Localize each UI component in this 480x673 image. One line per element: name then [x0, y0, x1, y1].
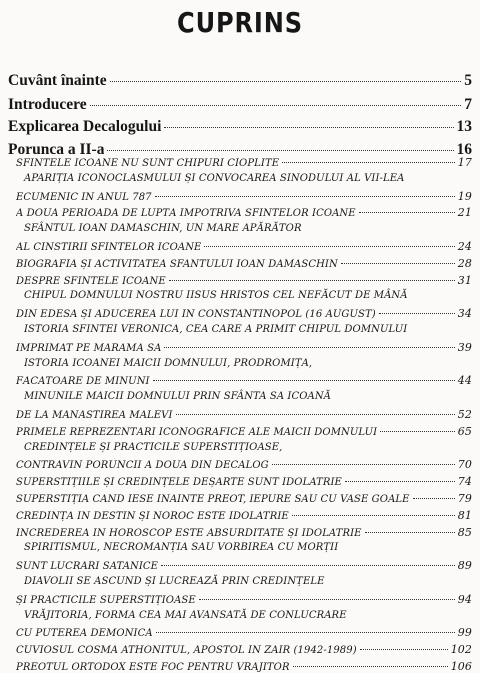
- toc-page-number: 13: [456, 118, 472, 135]
- dot-leader: [199, 599, 455, 600]
- toc-entry-label: CREDINȚA ÎN DESTIN ȘI NOROC ESTE IDOLATRIE: [16, 510, 289, 522]
- toc-entry-label: CONTRAVIN PORUNCII A DOUA DIN DECALOG: [16, 460, 269, 472]
- toc-page-number: 85: [457, 525, 472, 539]
- toc-page-number: 31: [457, 273, 472, 287]
- dot-leader: [365, 532, 455, 533]
- toc-page-number: 16: [456, 141, 472, 158]
- toc-sub-entry: [16, 374, 472, 387]
- dot-leader: [110, 81, 462, 82]
- dot-leader: [293, 666, 448, 667]
- dot-leader: [413, 498, 455, 499]
- toc-page-number: 7: [464, 96, 472, 113]
- toc-page-number: 94: [457, 592, 472, 606]
- dot-leader: [379, 313, 455, 314]
- dot-leader: [292, 515, 455, 516]
- toc-entry-label: PRIMELE REPREZENTĂRI ICONOGRAFICE ALE MAICII DOMNULUI: [16, 426, 378, 438]
- toc-main-entry: [8, 96, 472, 114]
- toc-sub-entry: [16, 425, 472, 438]
- toc-entry-label: DE LA MĂNĂSTIREA MALEVI: [16, 410, 173, 421]
- toc-page-number: 28: [457, 256, 472, 270]
- toc-page-number: 34: [457, 307, 472, 321]
- dot-leader: [107, 150, 453, 151]
- toc-page-number: 70: [457, 458, 472, 472]
- dot-leader: [360, 649, 448, 650]
- toc-entry-label: PREOTUL ORTODOX ESTE FOC PENTRU VRĂJITOR: [16, 662, 290, 673]
- toc-sub-entry: [16, 626, 472, 639]
- toc-page-number: 74: [457, 475, 472, 489]
- dot-leader: [345, 481, 455, 482]
- toc-main-entry: [8, 118, 472, 136]
- toc-entry-label: ECUMENIC ÎN ANUL 787: [16, 191, 152, 203]
- toc-entry-label: Porunca a II-a: [8, 141, 105, 158]
- toc-entry-label: Introducere: [8, 96, 87, 113]
- toc-sub-entry: [16, 408, 472, 421]
- toc-page-number: 44: [457, 374, 472, 388]
- toc-main-entry: [8, 72, 472, 90]
- toc-sub-entry: [16, 492, 472, 505]
- dot-leader: [380, 431, 455, 432]
- dot-leader: [282, 162, 455, 163]
- dot-leader: [164, 127, 453, 128]
- toc-page-number: 19: [457, 189, 472, 203]
- toc-sub-entry-line: CHIPUL DOMNULUI NOSTRU IISUS HRISTOS CEL NEFĂCUT DE MÂNĂ: [24, 290, 408, 302]
- toc-entry-label: DIN EDESA ȘI ADUCEREA LUI ÎN CONSTANTINOPOL (16 AUGUST): [16, 309, 376, 321]
- toc-entry-label: A DOUA PERIOADĂ DE LUPTĂ ÎMPOTRIVA SFINTELOR ICOANE: [16, 208, 356, 220]
- toc-entry-label: BIOGRAFIA ȘI ACTIVITATEA SFÂNTULUI IOAN DAMASCHIN: [16, 258, 338, 270]
- toc-sub-entry: [16, 643, 472, 656]
- toc-page-number: 17: [457, 156, 472, 169]
- toc-sub-entry: [16, 593, 472, 606]
- toc-page-number: 24: [457, 240, 472, 253]
- toc-entry-label: Explicarea Decalogului: [8, 118, 162, 135]
- toc-entry-label: IMPRIMAT PE MARAMA SA: [16, 342, 162, 354]
- dot-leader: [156, 632, 455, 633]
- toc-sub-entry: [16, 240, 472, 253]
- dot-leader: [153, 380, 455, 381]
- page-title: CUPRINS: [177, 6, 303, 39]
- toc-page-number: 106: [450, 660, 472, 673]
- toc-sub-entry: [16, 307, 472, 320]
- toc-sub-entry-line: APARIȚIA ICONOCLASMULUI ȘI CONVOCAREA SINODULUI AL VII-LEA: [24, 172, 405, 184]
- dot-leader: [90, 105, 462, 106]
- toc-page-number: 39: [457, 340, 472, 354]
- toc-page-number: 81: [457, 508, 472, 522]
- toc-page-number: 52: [457, 408, 472, 421]
- toc-sub-entry: [16, 190, 472, 203]
- toc-entry-label: ÎNCREDEREA ÎN HOROSCOP ESTE ABSURDITATE ȘI IDOLATRIE: [16, 527, 362, 539]
- toc-sub-entry: [16, 660, 472, 673]
- toc-sub-entry-line: ISTORIA ICOANEI MAICII DOMNULUI, PRODROMIȚA,: [24, 357, 313, 369]
- toc-entry-label: DESPRE SFINTELE ICOANE: [16, 275, 166, 287]
- dot-leader: [161, 565, 455, 566]
- toc-sub-entry-line: MINUNILE MAICII DOMNULUI PRIN SFÂNTA SA ICOANĂ: [24, 391, 332, 403]
- toc-sub-entry-line: DIAVOLII SE ASCUND ȘI LUCREAZĂ PRIN CREDINȚELE: [24, 576, 325, 587]
- dot-leader: [155, 196, 455, 197]
- dot-leader: [164, 347, 454, 348]
- toc-sub-entry-line: SPIRITISMUL, NECROMANȚIA SAU VORBIREA CU MORȚII: [24, 542, 339, 554]
- dot-leader: [341, 263, 455, 264]
- toc-page-number: 5: [464, 72, 472, 89]
- toc-entry-label: Cuvânt înainte: [8, 72, 107, 89]
- dot-leader: [359, 212, 455, 213]
- toc-page-number: 79: [457, 492, 472, 505]
- toc-sub-entry-line: ISTORIA SFINTEI VERONICA, CEA CARE A PRIMIT CHIPUL DOMNULUI: [24, 324, 408, 335]
- toc-entry-label: CU PUTEREA DEMONICĂ: [16, 628, 153, 640]
- toc-sub-entry-line: CREDINȚELE ȘI PRACTICILE SUPERSTIȚIOASE,: [24, 441, 283, 453]
- toc-entry-label: SFINTELE ICOANE NU SUNT CHIPURI CIOPLITE: [16, 158, 280, 169]
- toc-sub-entry: [16, 156, 472, 169]
- toc-sub-entry-line: VRĂJITORIA, FORMA CEA MAI AVANSATĂ DE CONLUCRARE: [24, 609, 347, 621]
- toc-page-number: 102: [450, 643, 472, 657]
- toc-entry-label: SUPERSTIȚIA CÂND IESE ÎNAINTE PREOT, IEPURE SAU CU VASE GOALE: [16, 494, 410, 505]
- dot-leader: [176, 414, 455, 415]
- dot-leader: [272, 464, 455, 465]
- toc-sub-entry: [16, 274, 472, 287]
- toc-sub-entry: [16, 206, 472, 219]
- toc-sub-entry: [16, 526, 472, 539]
- toc-page-number: 21: [457, 206, 472, 220]
- toc-sub-entry: [16, 559, 472, 572]
- toc-page-number: 99: [457, 626, 472, 640]
- toc-entry-label: CUVIOSUL COSMA ATHONITUL, APOSTOL ÎN ZAIR (1942-1989): [16, 645, 357, 657]
- toc-page-number: 89: [457, 559, 472, 573]
- toc-sub-entry: [16, 341, 472, 354]
- dot-leader: [169, 280, 455, 281]
- dot-leader: [204, 246, 454, 247]
- toc-entry-label: SUPERSTIȚIILE ȘI CREDINȚELE DEȘARTE SUNT IDOLATRIE: [16, 477, 342, 489]
- toc-sub-entry-line: SFÂNTUL IOAN DAMASCHIN, UN MARE APĂRĂTOR: [24, 223, 302, 235]
- toc-entry-label: SUNT LUCRĂRI SATANICE: [16, 561, 159, 573]
- toc-sub-entry: [16, 475, 472, 488]
- toc-entry-label: AL CINSTIRII SFINTELOR ICOANE: [16, 242, 202, 253]
- toc-sub-entry: [16, 509, 472, 522]
- toc-page-number: 65: [457, 424, 472, 438]
- toc-sub-entry: [16, 257, 472, 270]
- toc-entry-label: ȘI PRACTICILE SUPERSTIȚIOASE: [16, 594, 196, 606]
- toc-sub-entry: [16, 458, 472, 471]
- toc-entry-label: FĂCĂTOARE DE MINUNI: [16, 376, 150, 388]
